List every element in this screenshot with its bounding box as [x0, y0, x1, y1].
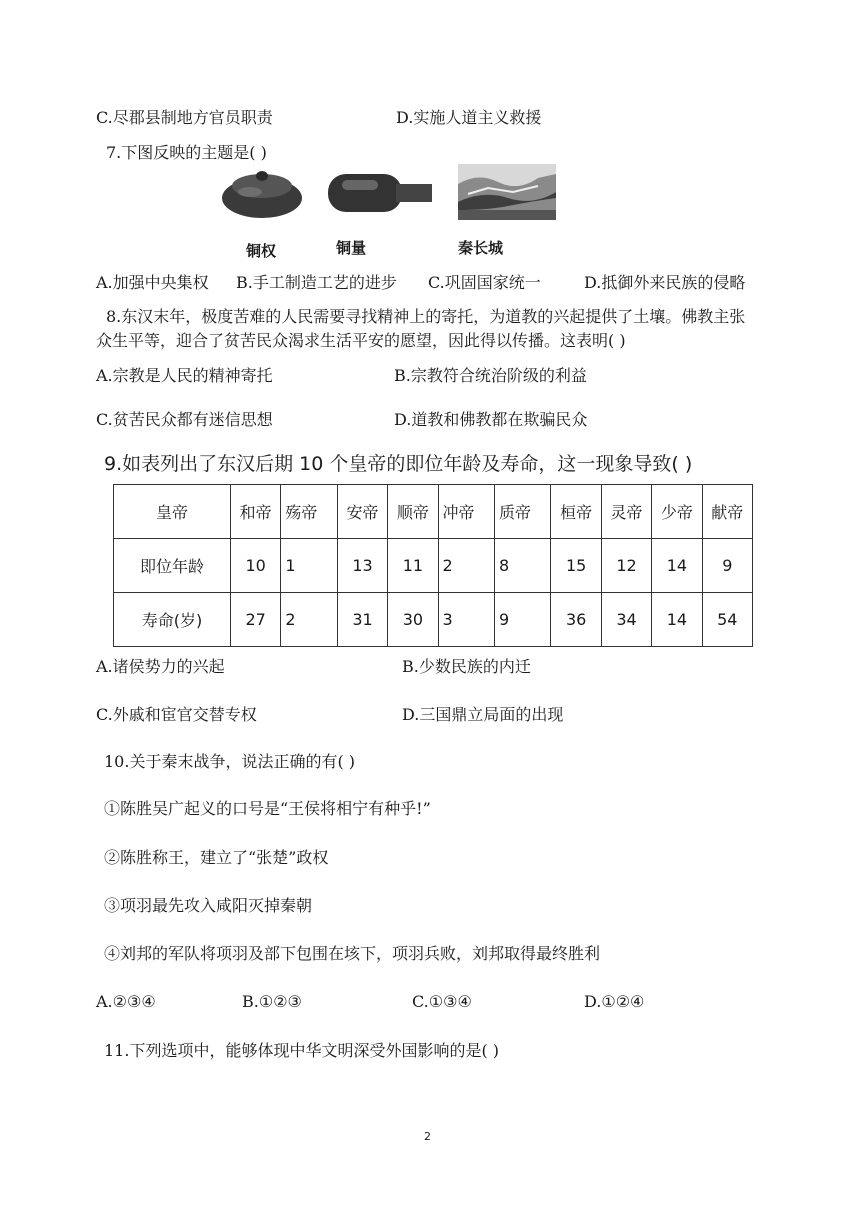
q8-option-a: A.宗教是人民的精神寄托 — [96, 366, 273, 385]
table-cell: 13 — [337, 539, 387, 593]
table-cell: 10 — [231, 539, 281, 593]
q8-option-c: C.贫苦民众都有迷信思想 — [96, 410, 273, 429]
table-cell: 34 — [601, 593, 651, 647]
table-cell: 11 — [388, 539, 438, 593]
row-header-lifespan: 寿命(岁) — [114, 593, 231, 647]
table-cell: 36 — [551, 593, 601, 647]
table-cell: 31 — [337, 593, 387, 647]
q7-option-d: D.抵御外来民族的侵略 — [584, 273, 746, 292]
table-cell: 27 — [231, 593, 281, 647]
emperor-table — [113, 484, 753, 647]
q8-stem-line2: 众生平等，迎合了贫苦民众渴求生活平安的愿望，因此得以传播。这表明( ) — [96, 331, 626, 350]
table-cell: 14 — [652, 539, 702, 593]
table-cell: 2 — [438, 539, 494, 593]
table-cell: 1 — [281, 539, 337, 593]
table-cell: 8 — [495, 539, 551, 593]
table-cell: 和帝 — [231, 485, 281, 539]
q10-item-4: ④刘邦的军队将项羽及部下包围在垓下，项羽兵败，刘邦取得最终胜利 — [104, 944, 601, 963]
bronze-weight-label: 铜权 — [246, 242, 277, 260]
q10-option-b: B.①②③ — [242, 992, 302, 1011]
q10-option-c: C.①③④ — [412, 992, 472, 1011]
q6-option-d: D.实施人道主义救援 — [396, 108, 542, 127]
table-row — [114, 593, 753, 647]
table-cell: 冲帝 — [438, 485, 494, 539]
table-cell: 12 — [601, 539, 651, 593]
table-cell: 灵帝 — [601, 485, 651, 539]
q8-stem-line1: 8.东汉末年，极度苦难的人民需要寻找精神上的寄托，为道教的兴起提供了土壤。佛教主张 — [106, 307, 746, 326]
table-cell: 15 — [551, 539, 601, 593]
q10-option-d: D.①②④ — [584, 992, 645, 1011]
q9-stem: 9.如表列出了东汉后期 10 个皇帝的即位年龄及寿命，这一现象导致( ) — [104, 453, 693, 475]
q10-item-1: ①陈胜吴广起义的口号是“王侯将相宁有种乎!” — [104, 799, 431, 818]
bronze-measure-label: 铜量 — [336, 239, 367, 257]
q9-option-a: A.诸侯势力的兴起 — [96, 657, 225, 676]
q9-option-b: B.少数民族的内迁 — [402, 657, 531, 676]
bronze-weight-image — [220, 164, 304, 220]
q11-stem: 11.下列选项中，能够体现中华文明深受外国影响的是( ) — [104, 1041, 500, 1060]
table-row — [114, 539, 753, 593]
q7-option-a: A.加强中央集权 — [96, 273, 209, 292]
table-cell: 安帝 — [337, 485, 387, 539]
q9-option-d: D.三国鼎立局面的出现 — [402, 705, 564, 724]
q8-option-b: B.宗教符合统治阶级的利益 — [394, 366, 587, 385]
q7-option-c: C.巩固国家统一 — [428, 273, 541, 292]
qin-great-wall-image — [458, 164, 556, 220]
bronze-measure-image — [326, 170, 434, 216]
table-cell: 2 — [281, 593, 337, 647]
q10-option-a: A.②③④ — [96, 992, 156, 1011]
table-cell: 54 — [702, 593, 752, 647]
q8-option-d: D.道教和佛教都在欺骗民众 — [394, 410, 588, 429]
table-cell: 献帝 — [702, 485, 752, 539]
table-cell: 9 — [495, 593, 551, 647]
table-cell: 少帝 — [652, 485, 702, 539]
table-cell: 顺帝 — [388, 485, 438, 539]
table-cell: 质帝 — [495, 485, 551, 539]
table-cell: 殇帝 — [281, 485, 337, 539]
q10-item-3: ③项羽最先攻入咸阳灭掉秦朝 — [104, 896, 313, 915]
row-header-accession-age: 即位年龄 — [114, 539, 231, 593]
q10-stem: 10.关于秦末战争，说法正确的有( ) — [104, 752, 356, 771]
table-cell: 9 — [702, 539, 752, 593]
q7-stem: 7.下图反映的主题是( ) — [106, 143, 267, 162]
table-cell: 桓帝 — [551, 485, 601, 539]
page-number: 2 — [424, 1130, 431, 1143]
qin-great-wall-label: 秦长城 — [458, 239, 504, 257]
q6-option-c: C.尽郡县制地方官员职责 — [96, 108, 273, 127]
table-cell: 3 — [438, 593, 494, 647]
table-cell: 30 — [388, 593, 438, 647]
table-cell: 14 — [652, 593, 702, 647]
q7-option-b: B.手工制造工艺的进步 — [236, 273, 397, 292]
q9-option-c: C.外戚和宦官交替专权 — [96, 705, 257, 724]
q10-item-2: ②陈胜称王，建立了“张楚”政权 — [104, 848, 329, 867]
table-row — [114, 485, 753, 539]
row-header-emperor: 皇帝 — [114, 485, 231, 539]
